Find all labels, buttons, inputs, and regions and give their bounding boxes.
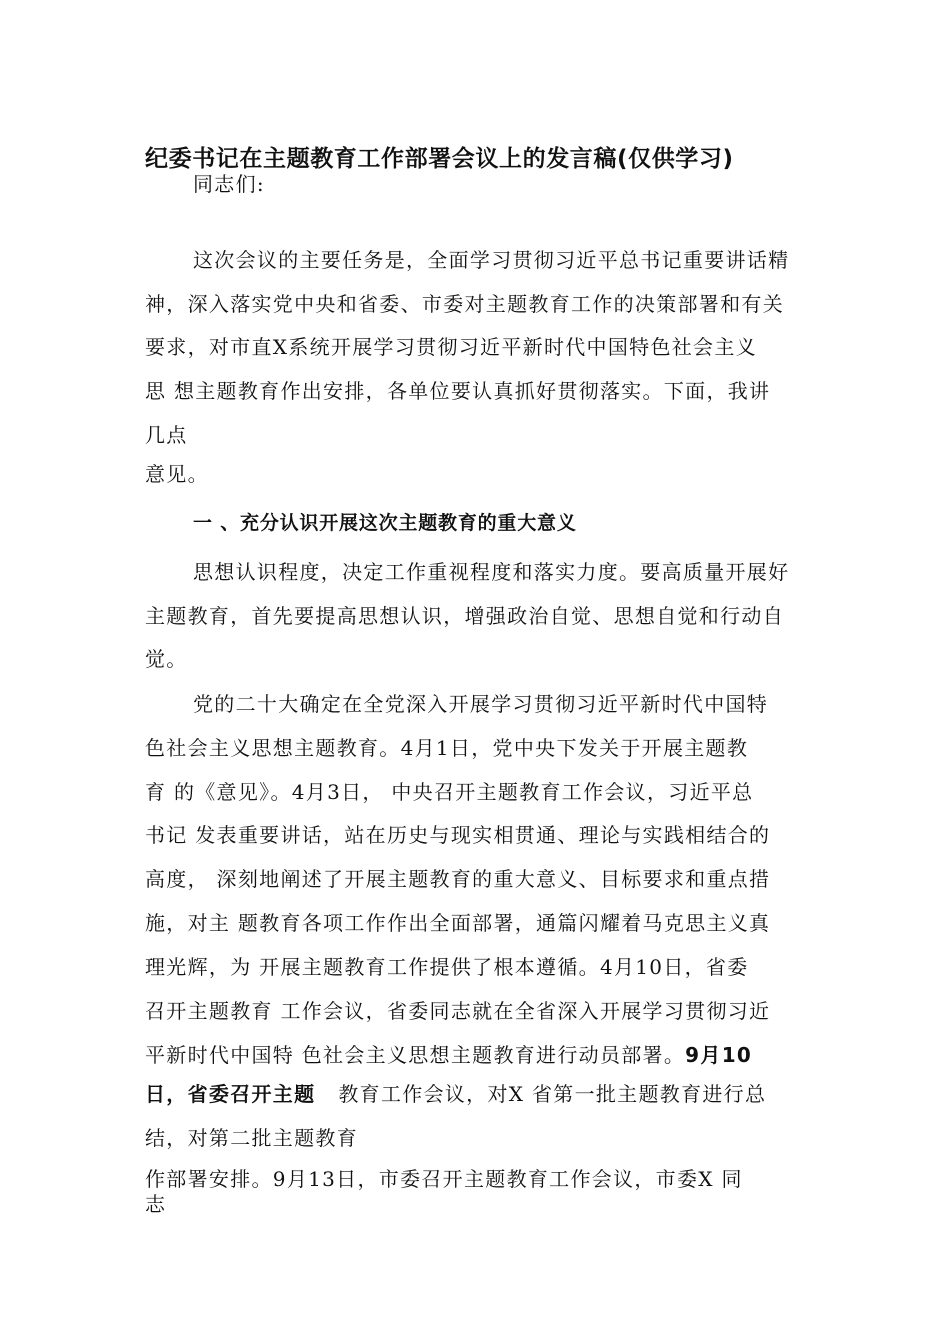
paragraph-3-line-11: 结，对第二批主题教育 [145, 1126, 358, 1150]
paragraph-1-line-5: 几点 [145, 423, 188, 447]
paragraph-1-line-4: 思 想主题教育作出安排，各单位要认真抓好贯彻落实。下面，我讲 [145, 379, 771, 403]
paragraph-3-line-7: 理光辉，为 开展主题教育工作提供了根本遵循。4月10日，省委 [145, 955, 749, 979]
section-1-heading: 一 、充分认识开展这次主题教育的重大意义 [193, 512, 577, 534]
paragraph-3-line-8: 召开主题教育 工作会议，省委同志就在全省深入开展学习贯彻习近 [145, 999, 771, 1023]
paragraph-1-line-6: 意见。 [145, 462, 209, 486]
paragraph-3-line-9-text: 平新时代中国特 色社会主义思想主题教育进行动员部署。 [145, 1043, 686, 1067]
paragraph-3-line-9 [145, 1041, 805, 1069]
paragraph-3-line-10-bold: 日，省委召开主题 [145, 1082, 316, 1106]
paragraph-1-line-1: 这次会议的主要任务是，全面学习贯彻习近平总书记重要讲话精 [193, 248, 790, 272]
document-title: 纪委书记在主题教育工作部署会议上的发言稿(仅供学习) [145, 146, 734, 172]
greeting: 同志们: [193, 172, 265, 196]
paragraph-3-line-1: 党的二十大确定在全党深入开展学习贯彻习近平新时代中国特 [193, 692, 769, 716]
paragraph-1-line-2: 神，深入落实党中央和省委、市委对主题教育工作的决策部署和有关 [145, 292, 784, 316]
paragraph-3-line-3: 育 的《意见》。4月3日， 中央召开主题教育工作会议，习近平总 [145, 780, 754, 804]
paragraph-4-line-2: 志 [145, 1192, 167, 1216]
paragraph-2-line-2: 主题教育，首先要提高思想认识，增强政治自觉、思想自觉和行动自 [145, 604, 784, 628]
paragraph-1-line-3: 要求，对市直X系统开展学习贯彻习近平新时代中国特色社会主义 [145, 335, 757, 359]
paragraph-3-line-9-bold: 9月10 [685, 1043, 753, 1067]
paragraph-4-line-1: 作部署安排。9月13日，市委召开主题教育工作会议，市委X 同 [145, 1167, 743, 1191]
paragraph-3-line-5: 高度， 深刻地阐述了开展主题教育的重大意义、目标要求和重点措 [145, 867, 771, 891]
paragraph-2-line-1: 思想认识程度，决定工作重视程度和落实力度。要高质量开展好 [193, 560, 790, 584]
paragraph-3-line-6: 施，对主 题教育各项工作作出全面部署，通篇闪耀着马克思主义真 [145, 911, 771, 935]
paragraph-2-line-3: 觉。 [145, 647, 188, 671]
paragraph-3-line-4: 书记 发表重要讲话，站在历史与现实相贯通、理论与实践相结合的 [145, 823, 771, 847]
paragraph-3-line-10 [145, 1080, 805, 1108]
paragraph-3-line-10-text: 教育工作会议，对X 省第一批主题教育进行总 [315, 1082, 767, 1106]
paragraph-3-line-2: 色社会主义思想主题教育。4月1日，党中央下发关于开展主题教 [145, 736, 749, 760]
